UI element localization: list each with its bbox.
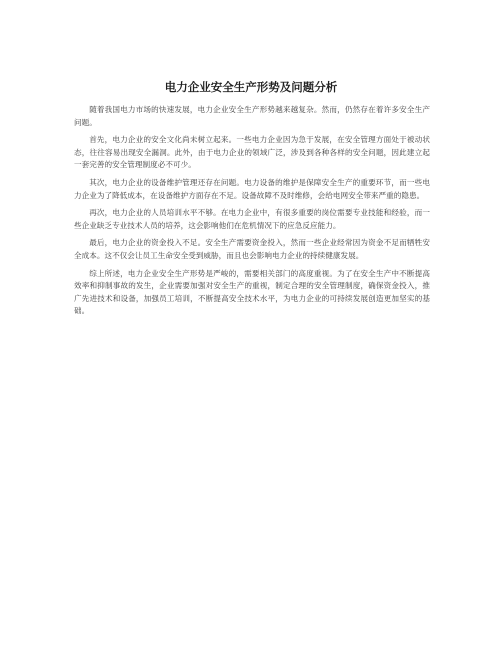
document-body <box>74 104 430 323</box>
document-title: 电力企业安全生产形势及问题分析 <box>164 80 338 94</box>
paragraph-conclusion: 综上所述，电力企业安全生产形势是严峻的，需要相关部门的高度重视。为了在安全生产中不断提高效率和抑制事故的发生，企业需要加强对安全生产的重视，制定合理的安全管理制度，确保资金投入，推广先进技术和设备，加强员工培训，不断提高安全技术水平，为电力企业的可持续发展创造更加坚实的基础。 <box>74 268 430 316</box>
paragraph-staff-training: 再次，电力企业的人员培训水平不够。在电力企业中，有很多重要的岗位需要专业技能和经验，而一些企业缺乏专业技术人员的培养，这会影响他们在危机情况下的应急反应能力。 <box>74 208 430 230</box>
paragraph-intro: 随着我国电力市场的快速发展，电力企业安全生产形势越来越复杂。然而，仍然存在着许多安全生产问题。 <box>74 105 430 127</box>
paragraph-safety-culture: 首先，电力企业的安全文化尚未树立起来。一些电力企业因为急于发展，在安全管理方面处于被动状态，往往容易出现安全漏洞。此外，由于电力企业的领域广泛，涉及到各种各样的安全问题，因此建立起一套完善的安全管理制度必不可少。 <box>74 135 430 170</box>
paragraph-funding: 最后，电力企业的资金投入不足。安全生产需要资金投入，然而一些企业经常因为资金不足而牺牲安全成本。这不仅会让员工生命安全受到威胁，而且也会影响电力企业的持续健康发展。 <box>74 238 430 260</box>
paragraph-equipment-maintenance: 其次，电力企业的设备维护管理还存在问题。电力设备的维护是保障安全生产的重要环节，而一些电力企业为了降低成本，在设备维护方面存在不足。设备故障不及时维修，会给电网安全带来严重的隐患。 <box>74 177 430 200</box>
